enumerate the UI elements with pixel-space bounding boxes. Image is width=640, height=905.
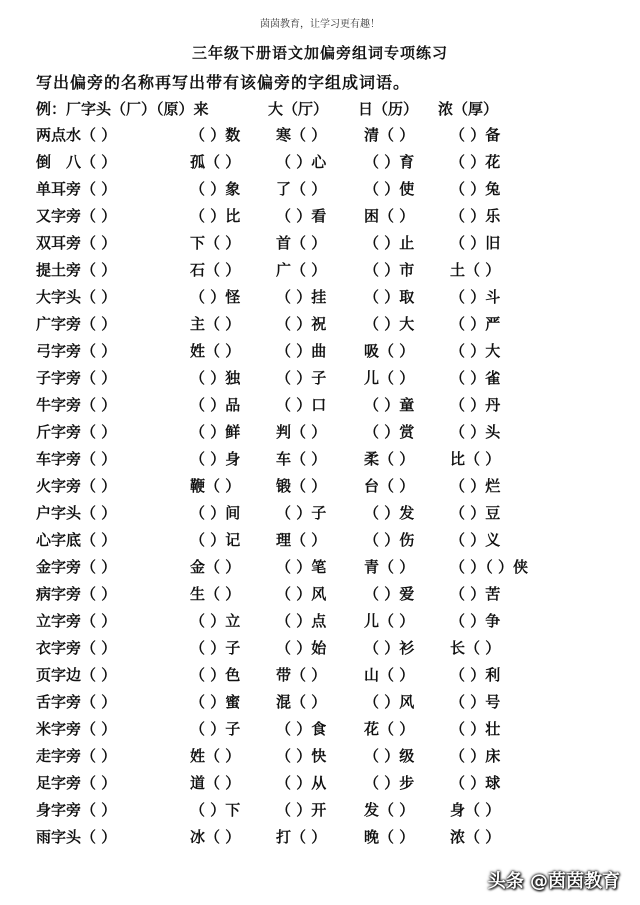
word-blank: 广（ ）	[276, 261, 327, 279]
word-blank: （ ）大	[450, 342, 501, 360]
word-blank: 寒（ ）	[276, 126, 327, 144]
radical-label: 两点水（ ）	[36, 126, 117, 144]
radical-label: 舌字旁（ ）	[36, 693, 117, 711]
word-blank: （ ）球	[450, 774, 501, 792]
word-blank: 身（ ）	[450, 801, 501, 819]
word-blank: （ ）风	[276, 585, 327, 603]
word-blank: 土（ ）	[450, 261, 501, 279]
exercise-row	[36, 770, 606, 797]
exercise-row	[36, 257, 606, 284]
word-blank: 晚（ ）	[364, 828, 415, 846]
radical-label: 又字旁（ ）	[36, 207, 117, 225]
word-blank: （ ）壮	[450, 720, 501, 738]
word-blank: （ ）品	[190, 396, 241, 414]
word-blank: 主（ ）	[190, 315, 241, 333]
word-blank: （ ）数	[190, 126, 241, 144]
radical-label: 斤字旁（ ）	[36, 423, 117, 441]
word-blank: 台（ ）	[364, 477, 415, 495]
word-blank: （ ）心	[276, 153, 327, 171]
radical-label: 户字头（ ）	[36, 504, 117, 522]
word-blank: （ ）号	[450, 693, 501, 711]
word-blank: （ ）子	[276, 369, 327, 387]
word-blank: （ ）子	[276, 504, 327, 522]
exercise-row	[36, 635, 606, 662]
word-blank: （ ）斗	[450, 288, 501, 306]
word-blank: （ ）发	[364, 504, 415, 522]
word-blank: （ ）曲	[276, 342, 327, 360]
word-blank: （ ）床	[450, 747, 501, 765]
example-item: 大（厅）	[268, 100, 329, 118]
exercise-row	[36, 527, 606, 554]
word-blank: （ ）大	[364, 315, 415, 333]
word-blank: （ ）象	[190, 180, 241, 198]
word-blank: （ ）看	[276, 207, 327, 225]
page-title: 三年级下册语文加偏旁组词专项练习	[191, 44, 448, 62]
example-item: 日（历）	[358, 100, 419, 118]
word-blank: （ ）（ ）侠	[450, 558, 528, 576]
word-blank: 姓（ ）	[190, 342, 241, 360]
word-blank: （ ）衫	[364, 639, 415, 657]
exercise-row	[36, 554, 606, 581]
exercise-row	[36, 797, 606, 824]
word-blank: （ ）雀	[450, 369, 501, 387]
word-blank: （ ）利	[450, 666, 501, 684]
word-blank: （ ）记	[190, 531, 241, 549]
word-blank: 姓（ ）	[190, 747, 241, 765]
radical-label: 走字旁（ ）	[36, 747, 117, 765]
exercise-row	[36, 446, 606, 473]
word-blank: （ ）子	[190, 720, 241, 738]
word-blank: （ ）丹	[450, 396, 501, 414]
exercise-row	[36, 176, 606, 203]
radical-label: 金字旁（ ）	[36, 558, 117, 576]
word-blank: （ ）豆	[450, 504, 501, 522]
word-blank: 道（ ）	[190, 774, 241, 792]
exercise-row	[36, 473, 606, 500]
word-blank: 柔（ ）	[364, 450, 415, 468]
radical-label: 足字旁（ ）	[36, 774, 117, 792]
word-blank: （ ）怪	[190, 288, 241, 306]
radical-label: 牛字旁（ ）	[36, 396, 117, 414]
example-row	[36, 96, 606, 120]
watermark: 头条 @茵茵教育	[487, 871, 620, 892]
word-blank: 锻（ ）	[276, 477, 327, 495]
word-blank: 下（ ）	[190, 234, 241, 252]
word-blank: （ ）祝	[276, 315, 327, 333]
word-blank: （ ）伤	[364, 531, 415, 549]
header-note: 茵茵教育，让学习更有趣！	[260, 19, 380, 30]
word-blank: （ ）乐	[450, 207, 501, 225]
radical-label: 双耳旁（ ）	[36, 234, 117, 252]
word-blank: 鞭（ ）	[190, 477, 241, 495]
radical-label: 雨字头（ ）	[36, 828, 117, 846]
word-blank: （ ）花	[450, 153, 501, 171]
word-blank: 青（ ）	[364, 558, 415, 576]
word-blank: （ ）止	[364, 234, 415, 252]
exercise-row	[36, 419, 606, 446]
exercise-row	[36, 716, 606, 743]
word-blank: 清（ ）	[364, 126, 415, 144]
word-blank: （ ）色	[190, 666, 241, 684]
exercise-row	[36, 689, 606, 716]
word-blank: 吸（ ）	[364, 342, 415, 360]
exercise-row	[36, 230, 606, 257]
exercise-row	[36, 824, 606, 851]
word-blank: （ ）赏	[364, 423, 415, 441]
word-blank: （ ）头	[450, 423, 501, 441]
word-blank: （ ）食	[276, 720, 327, 738]
word-blank: （ ）快	[276, 747, 327, 765]
word-blank: （ ）步	[364, 774, 415, 792]
word-blank: （ ）比	[190, 207, 241, 225]
radical-label: 单耳旁（ ）	[36, 180, 117, 198]
word-blank: （ ）蜜	[190, 693, 241, 711]
radical-label: 倒 八（ ）	[36, 153, 117, 171]
exercise-list	[36, 122, 606, 851]
exercise-row	[36, 338, 606, 365]
exercise-row	[36, 149, 606, 176]
radical-label: 大字头（ ）	[36, 288, 117, 306]
word-blank: 孤（ ）	[190, 153, 241, 171]
word-blank: 生（ ）	[190, 585, 241, 603]
word-blank: 冰（ ）	[190, 828, 241, 846]
word-blank: （ ）风	[364, 693, 415, 711]
word-blank: （ ）鲜	[190, 423, 241, 441]
example-prefix: 例：厂字头（厂）（原）来	[36, 100, 209, 118]
word-blank: 带（ ）	[276, 666, 327, 684]
word-blank: 混（ ）	[276, 693, 327, 711]
word-blank: （ ）爱	[364, 585, 415, 603]
word-blank: （ ）点	[276, 612, 327, 630]
word-blank: （ ）烂	[450, 477, 501, 495]
exercise-row	[36, 392, 606, 419]
word-blank: （ ）旧	[450, 234, 501, 252]
word-blank: 长（ ）	[450, 639, 501, 657]
radical-label: 车字旁（ ）	[36, 450, 117, 468]
radical-label: 米字旁（ ）	[36, 720, 117, 738]
word-blank: （ ）争	[450, 612, 501, 630]
radical-label: 火字旁（ ）	[36, 477, 117, 495]
radical-label: 子字旁（ ）	[36, 369, 117, 387]
word-blank: （ ）下	[190, 801, 241, 819]
exercise-row	[36, 284, 606, 311]
exercise-row	[36, 662, 606, 689]
word-blank: （ ）笔	[276, 558, 327, 576]
word-blank: （ ）级	[364, 747, 415, 765]
radical-label: 身字旁（ ）	[36, 801, 117, 819]
radical-label: 衣字旁（ ）	[36, 639, 117, 657]
exercise-row	[36, 311, 606, 338]
word-blank: （ ）始	[276, 639, 327, 657]
word-blank: 车（ ）	[276, 450, 327, 468]
word-blank: （ ）从	[276, 774, 327, 792]
word-blank: （ ）口	[276, 396, 327, 414]
word-blank: （ ）童	[364, 396, 415, 414]
word-blank: 金（ ）	[190, 558, 241, 576]
word-blank: （ ）苦	[450, 585, 501, 603]
exercise-row	[36, 743, 606, 770]
word-blank: 了（ ）	[276, 180, 327, 198]
exercise-row	[36, 122, 606, 149]
radical-label: 心字底（ ）	[36, 531, 117, 549]
word-blank: 花（ ）	[364, 720, 415, 738]
word-blank: 发（ ）	[364, 801, 415, 819]
word-blank: 浓（ ）	[450, 828, 501, 846]
word-blank: （ ）市	[364, 261, 415, 279]
word-blank: 打（ ）	[276, 828, 327, 846]
word-blank: （ ）备	[450, 126, 501, 144]
word-blank: 石（ ）	[190, 261, 241, 279]
word-blank: （ ）兔	[450, 180, 501, 198]
radical-label: 病字旁（ ）	[36, 585, 117, 603]
word-blank: 山（ ）	[364, 666, 415, 684]
word-blank: 理（ ）	[276, 531, 327, 549]
exercise-row	[36, 581, 606, 608]
word-blank: 儿（ ）	[364, 612, 415, 630]
word-blank: （ ）使	[364, 180, 415, 198]
exercise-row	[36, 500, 606, 527]
radical-label: 弓字旁（ ）	[36, 342, 117, 360]
radical-label: 提土旁（ ）	[36, 261, 117, 279]
word-blank: 儿（ ）	[364, 369, 415, 387]
radical-label: 广字旁（ ）	[36, 315, 117, 333]
example-item: 浓（厚）	[438, 100, 499, 118]
word-blank: （ ）间	[190, 504, 241, 522]
word-blank: （ ）育	[364, 153, 415, 171]
word-blank: （ ）义	[450, 531, 501, 549]
instruction-text: 写出偏旁的名称再写出带有该偏旁的字组成词语。	[36, 73, 411, 92]
word-blank: （ ）独	[190, 369, 241, 387]
word-blank: （ ）身	[190, 450, 241, 468]
word-blank: 比（ ）	[450, 450, 501, 468]
word-blank: （ ）子	[190, 639, 241, 657]
word-blank: （ ）取	[364, 288, 415, 306]
radical-label: 立字旁（ ）	[36, 612, 117, 630]
exercise-row	[36, 608, 606, 635]
word-blank: （ ）严	[450, 315, 501, 333]
word-blank: 首（ ）	[276, 234, 327, 252]
word-blank: （ ）开	[276, 801, 327, 819]
word-blank: 困（ ）	[364, 207, 415, 225]
exercise-row	[36, 365, 606, 392]
exercise-row	[36, 203, 606, 230]
word-blank: 判（ ）	[276, 423, 327, 441]
radical-label: 页字边（ ）	[36, 666, 117, 684]
word-blank: （ ）挂	[276, 288, 327, 306]
word-blank: （ ）立	[190, 612, 241, 630]
